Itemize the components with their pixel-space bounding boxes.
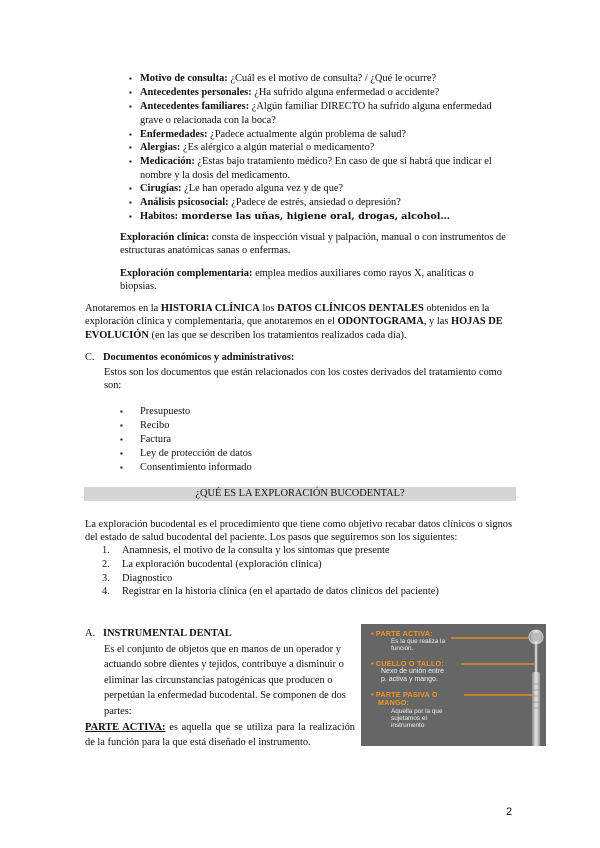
part-title: • CUELLO O TALLO: <box>371 659 444 668</box>
exploracion-heading: ¿QUÉ ES LA EXPLORACIÓN BUCODENTAL? <box>84 487 516 501</box>
list-item: ▪ Recibo <box>120 420 170 431</box>
exploracion-complementaria-paragraph: Exploración complementaria: emplea medios auxiliares como rayos X, analíticas o biopsias. <box>120 268 474 293</box>
list-item: ▪ Antecedentes familiares: ¿Algún familiar DIRECTO ha sufrido alguna enfermedad grave o relacionada con la boca? <box>129 101 492 126</box>
page-number: 2 <box>506 806 513 818</box>
part-desc: función. <box>391 645 414 652</box>
section-a-heading: A. INSTRUMENTAL DENTAL <box>85 628 232 639</box>
part-title: MANGO: <box>378 698 410 707</box>
part-title: • PARTE ACTIVA: <box>371 629 433 638</box>
list-item: ▪ Factura <box>120 434 172 445</box>
part-desc: sujetamos el <box>391 715 427 722</box>
list-item: ▪ Consentimiento informado <box>120 462 252 473</box>
list-item: ▪ Medicación: ¿Estas bajo tratamiento médico? En caso de que sí habrá que indicar el nombre y la dosis del medicamento. <box>129 156 492 181</box>
section-a-paragraph: Es el conjunto de objetos que en manos de un operador y actuando sobre dientes y tejidos, contribuye a disminuir o eliminar las circunstancias patogénicas que producen o perpetúan la enfermedad bucodental. Se componen de dos partes: <box>104 644 346 717</box>
list-item: ▪ Cirugías: ¿Le han operado alguna vez y de que? <box>129 183 344 194</box>
list-item: ▪ Alergias: ¿Es alérgico a algún material o medicamento? <box>129 142 375 153</box>
instrument-handle <box>532 672 540 746</box>
part-desc: instrumento <box>391 722 425 729</box>
list-item: ▪ Análisis psicosocial: ¿Padece de estrés, ansiedad o depresión? <box>129 197 401 208</box>
exploracion-intro: La exploración bucodental es el procedimiento que tiene como objetivo recabar datos clínicos o signos del estado de salud bucodental del paciente. Los pasos que seguiremos son los siguientes: <box>85 519 513 544</box>
part-title: • PARTE PASIVA O <box>371 690 438 699</box>
list-item: ▪ Habitos: morderse las uñas, higiene oral, drogas, alcohol… <box>129 211 450 222</box>
list-item: ▪ Motivo de consulta: ¿Cuál es el motivo de consulta? / ¿Qué le ocurre? <box>129 73 437 84</box>
part-desc: Es la que realiza la <box>391 638 445 645</box>
list-item: ▪ Ley de protección de datos <box>120 448 252 459</box>
list-item: ▪ Enfermedades: ¿Padece actualmente algún problema de salud? <box>129 129 407 140</box>
document-page: ▪ Motivo de consulta: ¿Cuál es el motivo de consulta? / ¿Qué le ocurre? ▪ Antecedentes personales: ¿Ha sufrido alguna enfermedad o accidente? ▪ Antecedentes familiares: ¿Algún familiar DIRECTO ha sufrido alguna enfermedad grave o relacionada con la boca? ▪ Enfermedades: ¿Padece actualmente algún problema de salud? ▪ Alergias: ¿Es alérgico a algún material o medicamento? ▪ Medicación: ¿Estas bajo tratamiento médico? En caso de que sí habrá que indicar el nombre y la dosis del medicamento. ▪ Cirugías: ¿Le han operado alguna vez y de que? ▪ Análisis psicosocial: ¿Padece de estrés, ansiedad o depresión? ▪ Habitos: morderse las uñas, higiene oral, drogas, alcohol… Exploración clínica: consta de inspección visual y palpación, manual o con instrumentos de estructuras anatómicas sanas o enfermas. Exploración complementaria: emplea medios auxiliares como rayos X, analíticas o biopsias. Anotaremos en la HISTORIA CLÍNICA los DATOS CLÍNICOS DENTALES obtenidos en la exploración clínica y complementaria, que anotaremos en el ODONTOGRAMA, y las HOJAS DE EVOLUCIÓN (en las que se describen los tratamientos realizados cada día). C. Documentos económicos y administrativos: Estos son los documentos que están relacionados con los costes derivados del tratamiento como son: ▪ Presupuesto ▪ Recibo ▪ Factura ▪ Ley de protección de datos ▪ Consentimiento informado ¿QUÉ ES LA EXPLORACIÓN BUCODENTAL? La exploración bucodental es el procedimiento que tiene como objetivo recabar datos clínicos o signos del estado de salud bucodental del paciente. Los pasos que seguiremos son los siguientes: 1. Anamnesis, el motivo de la consulta y los síntomas que presente 2. La exploración bucodental (exploración clínica) 3. Diagnostico 4. Registrar en la historia clínica (en el apartado de datos clínicos del paciente) A. INSTRUMENTAL DENTAL Es el conjunto de objetos que en manos de un operador y actuando sobre dientes y tejidos, contribuye a disminuir o eliminar las circunstancias patogénicas que producen o perpetúan la enfermedad bucodental. Se componen de dos partes: PARTE ACTIVA: es aquella que se utiliza para la realización de la función para la que está diseñado el instrumento. • PARTE ACTIVA: Es la que realiza la función. • CUELLO O TALLO: Nexo de unión entre p. activa y mango. • PARTE PASIVA O MANGO: Aquella por la que sujetamos el instrumento 2 <box>0 0 600 848</box>
part-desc: Nexo de unión entre <box>381 668 445 675</box>
instrument-neck <box>535 644 538 672</box>
mirror-face <box>532 633 541 642</box>
section-c-heading: C. Documentos económicos y administrativos: <box>85 352 295 363</box>
dental-instrument-illustration <box>361 624 546 746</box>
part-desc: Aquella por la que <box>391 708 443 715</box>
part-desc: p. activa y mango. <box>381 676 438 683</box>
parte-activa-paragraph: PARTE ACTIVA: es aquella que se utiliza para la realización de la función para la que está diseñado el instrumento. <box>85 722 356 749</box>
exploracion-clinica-paragraph: Exploración clínica: consta de inspección visual y palpación, manual o con instrumentos de estructuras anatómicas sanas o enfermas. <box>120 232 506 257</box>
list-item: ▪ Antecedentes personales: ¿Ha sufrido alguna enfermedad o accidente? <box>129 87 440 98</box>
list-item: ▪ Presupuesto <box>120 406 191 417</box>
anotaremos-paragraph: Anotaremos en la HISTORIA CLÍNICA los DATOS CLÍNICOS DENTALES obtenidos en la exploración clínica y complementaria, que anotaremos en el ODONTOGRAMA, y las HOJAS DE EVOLUCIÓN (en las que se describen los tratamientos realizados cada día). <box>85 303 503 341</box>
section-c-intro: Estos son los documentos que están relacionados con los costes derivados del tratamiento como son: <box>104 367 502 392</box>
instrument-diagram <box>361 624 546 746</box>
